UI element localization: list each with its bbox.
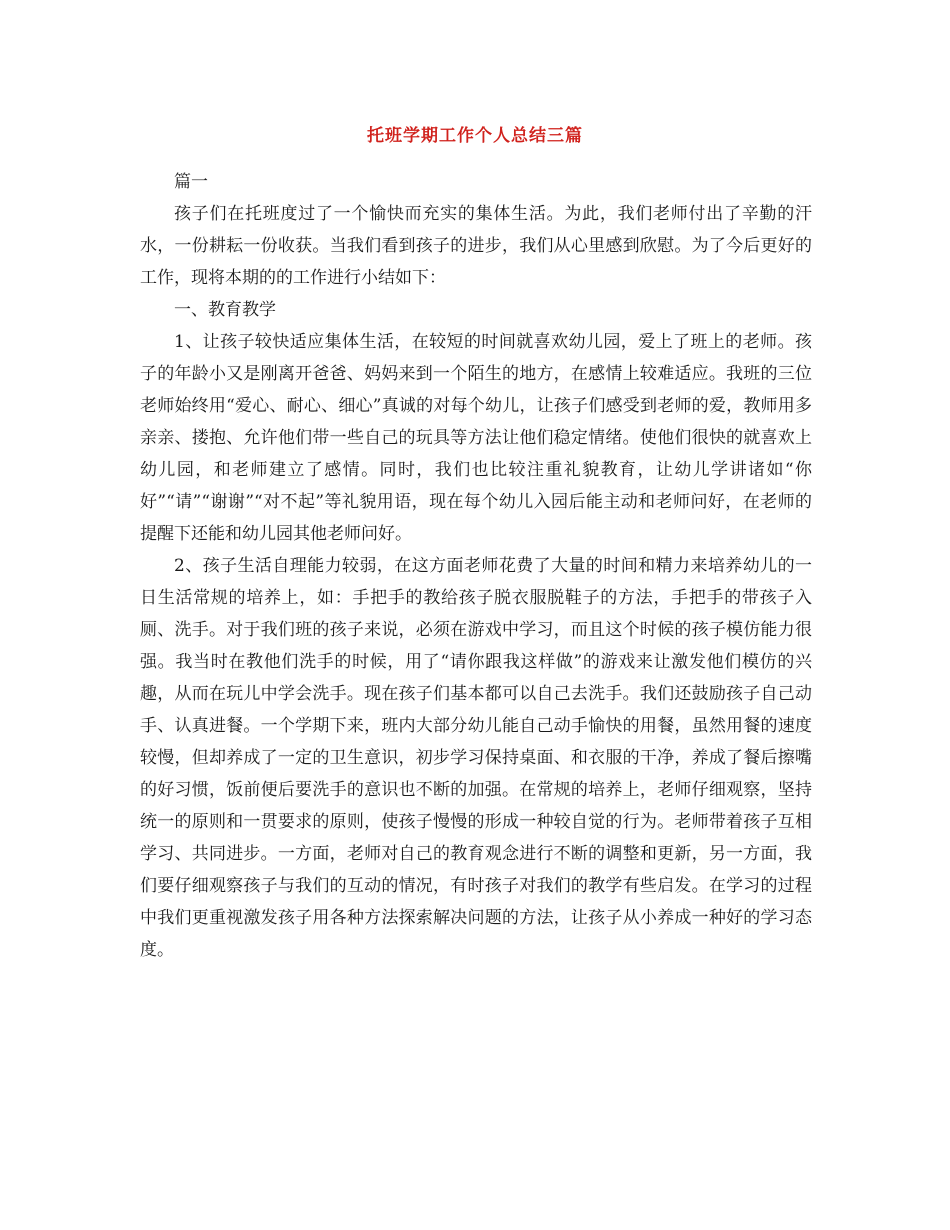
document-body [140,166,812,966]
document-title: 托班学期工作个人总结三篇 [367,126,583,146]
body-paragraph-1: 1、让孩子较快适应集体生活，在较短的时间就喜欢幼儿园，爱上了班上的老师。孩子的年龄小又是刚离开爸爸、妈妈来到一个陌生的地方，在感情上较难适应。我班的三位老师始终用“爱心、耐心、细心”真诚的对每个幼儿，让孩子们感受到老师的爱，教师用多亲亲、搂抱、允许他们带一些自己的玩具等方法让他们稳定情绪。使他们很快的就喜欢上幼儿园，和老师建立了感情。同时，我们也比较注重礼貌教育，让幼儿学讲诸如“你好”“请”“谢谢”“对不起”等礼貌用语，现在每个幼儿入园后能主动和老师问好，在老师的提醒下还能和幼儿园其他老师问好。 [140,332,812,544]
body-paragraph-2: 2、孩子生活自理能力较弱，在这方面老师花费了大量的时间和精力来培养幼儿的一日生活常规的培养上，如：手把手的教给孩子脱衣服脱鞋子的方法，手把手的带孩子入厕、洗手。对于我们班的孩子来说，必须在游戏中学习，而且这个时候的孩子模仿能力很强。我当时在教他们洗手的时候，用了“请你跟我这样做”的游戏来让激发他们模仿的兴趣，从而在玩儿中学会洗手。现在孩子们基本都可以自己去洗手。我们还鼓励孩子自己动手、认真进餐。一个学期下来，班内大部分幼儿能自己动手愉快的用餐，虽然用餐的速度较慢，但却养成了一定的卫生意识，初步学习保持桌面、和衣服的干净，养成了餐后擦嘴的好习惯，饭前便后要洗手的意识也不断的加强。在常规的培养上，老师仔细观察，坚持统一的原则和一贯要求的原则，使孩子慢慢的形成一种较自觉的行为。老师带着孩子互相学习、共同进步。一方面，老师对自己的教育观念进行不断的调整和更新，另一方面，我们要仔细观察孩子与我们的互动的情况，有时孩子对我们的教学有些启发。在学习的过程中我们更重视激发孩子用各种方法探索解决问题的方法，让孩子从小养成一种好的学习态度。 [140,556,812,960]
section-heading-education: 一、教育教学 [174,300,276,320]
intro-paragraph: 孩子们在托班度过了一个愉快而充实的集体生活。为此，我们老师付出了辛勤的汗水，一份耕耘一份收获。当我们看到孩子的进步，我们从心里感到欣慰。为了今后更好的工作，现将本期的的工作进行小结如下： [140,204,812,288]
section-heading-part-one: 篇一 [174,172,208,192]
